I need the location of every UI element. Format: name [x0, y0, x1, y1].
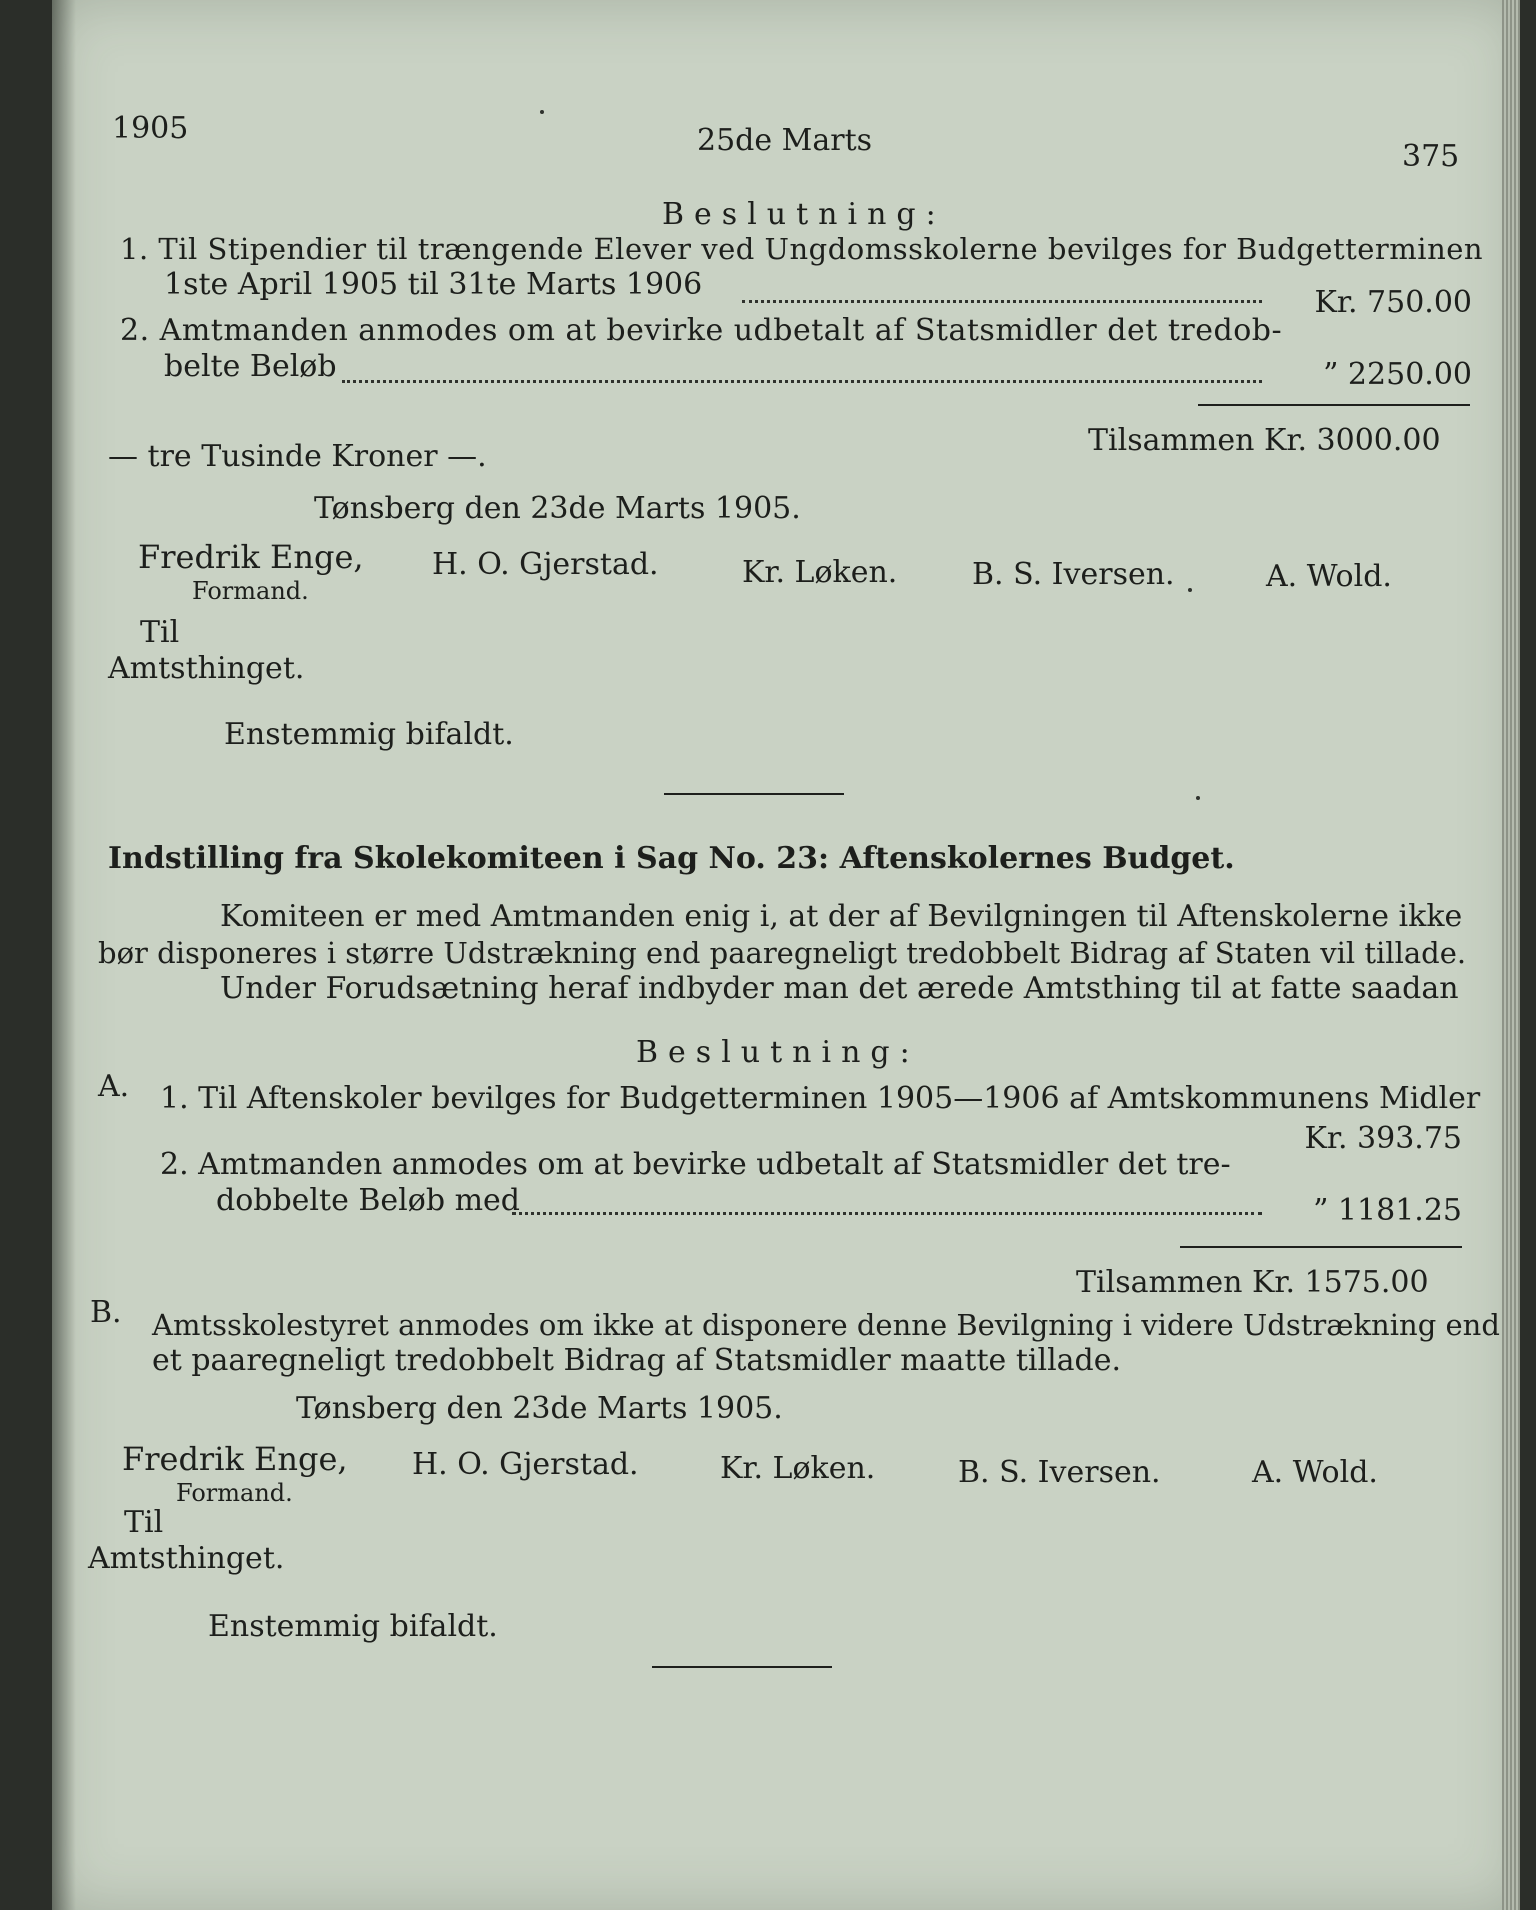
header-year: 1905: [112, 111, 189, 146]
s2-total: Tilsammen Kr. 1575.00: [1076, 1265, 1429, 1300]
s1-item1-line2: 1ste April 1905 til 31te Marts 1906: [164, 267, 703, 302]
s1-addressee-body: Amtsthinget.: [108, 651, 305, 686]
ink-speck: [1196, 796, 1200, 800]
s1-signature-role: Formand.: [192, 577, 309, 605]
s1-item1-line1: 1. Til Stipendier til trængende Elever ved Ungdomsskolerne bevilges for Budgetterminen: [120, 232, 1484, 266]
s1-total: Tilsammen Kr. 3000.00: [1088, 423, 1441, 458]
s1-signature-enge: Fredrik Enge,: [138, 538, 364, 576]
s1-signature-iversen: B. S. Iversen.: [972, 557, 1175, 592]
s1-signature-loken: Kr. Løken.: [742, 555, 898, 590]
s1-item2-line1: 2. Amtmanden anmodes om at bevirke udbetalt af Statsmidler det tredob-: [120, 313, 1283, 348]
s1-signature-wold: A. Wold.: [1266, 559, 1392, 594]
s1-item2-line2: belte Beløb: [164, 349, 337, 384]
s2-para-line3: Under Forudsætning heraf indbyder man det ærede Amtsthing til at fatte saadan: [220, 971, 1459, 1006]
ink-speck: [540, 110, 544, 114]
book-page: [52, 0, 1520, 1910]
section-divider-2: [652, 1666, 832, 1668]
s2-sum-rule: [1180, 1246, 1462, 1248]
s1-item2-amount: ” 2250.00: [1323, 357, 1472, 392]
s1-total-words: — tre Tusinde Kroner —.: [108, 439, 487, 474]
s2-signature-gjerstad: H. O. Gjerstad.: [412, 1447, 639, 1482]
s2-b-label: B.: [90, 1295, 122, 1330]
s2-result: Enstemmig bifaldt.: [208, 1609, 498, 1644]
s2-a2-line1: 2. Amtmanden anmodes om at bevirke udbetalt af Statsmidler det tre-: [160, 1147, 1231, 1182]
s2-a1-line: 1. Til Aftenskoler bevilges for Budgetterminen 1905—1906 af Amtskommunens Midler: [160, 1081, 1481, 1116]
s2-para-line2: bør disponeres i større Udstrækning end paaregneligt tredobbelt Bidrag af Staten vil tillade.: [98, 936, 1467, 970]
s2-a2-amount: ” 1181.25: [1313, 1193, 1462, 1228]
s2-a2-leader: [512, 1212, 1262, 1215]
s2-signature-wold: A. Wold.: [1252, 1455, 1378, 1490]
page-number: 375: [1402, 139, 1460, 174]
s2-signature-loken: Kr. Løken.: [720, 1451, 876, 1486]
s1-item1-amount: Kr. 750.00: [1314, 285, 1472, 320]
s1-item1-leader: [742, 300, 1262, 303]
section-divider-1: [664, 793, 844, 795]
s2-place-date: Tønsberg den 23de Marts 1905.: [296, 1391, 783, 1426]
s2-addressee-til: Til: [124, 1505, 164, 1540]
decision-heading-2: Beslutning:: [636, 1035, 920, 1070]
s1-place-date: Tønsberg den 23de Marts 1905.: [314, 491, 801, 526]
s2-signature-role: Formand.: [176, 1479, 293, 1507]
ink-speck: [1188, 588, 1192, 592]
s1-item2-leader: [342, 380, 1262, 383]
decision-heading-1: Beslutning:: [662, 197, 946, 232]
s2-signature-enge: Fredrik Enge,: [122, 1440, 348, 1478]
s2-a1-amount: Kr. 393.75: [1304, 1121, 1462, 1156]
s2-addressee-body: Amtsthinget.: [88, 1541, 285, 1576]
header-date: 25de Marts: [697, 123, 873, 158]
s2-b-line1: Amtsskolestyret anmodes om ikke at disponere denne Bevilgning i videre Udstrækning end: [152, 1308, 1500, 1342]
s2-signature-iversen: B. S. Iversen.: [958, 1455, 1161, 1490]
spine-shadow: [52, 0, 76, 1910]
s1-result: Enstemmig bifaldt.: [224, 717, 514, 752]
s1-sum-rule: [1198, 404, 1470, 406]
s1-addressee-til: Til: [140, 615, 180, 650]
s2-para-line1: Komiteen er med Amtmanden enig i, at der af Bevilgningen til Aftenskolerne ikke: [220, 899, 1463, 934]
s2-a2-line2: dobbelte Beløb med: [216, 1183, 520, 1218]
s1-signature-gjerstad: H. O. Gjerstad.: [432, 547, 659, 582]
page-fore-edge: [1502, 0, 1520, 1910]
s2-heading: Indstilling fra Skolekomiteen i Sag No. 23: Aftenskolernes Budget.: [108, 841, 1235, 876]
s2-b-line2: et paaregneligt tredobbelt Bidrag af Statsmidler maatte tillade.: [152, 1343, 1122, 1378]
s2-a-label: A.: [98, 1069, 130, 1104]
